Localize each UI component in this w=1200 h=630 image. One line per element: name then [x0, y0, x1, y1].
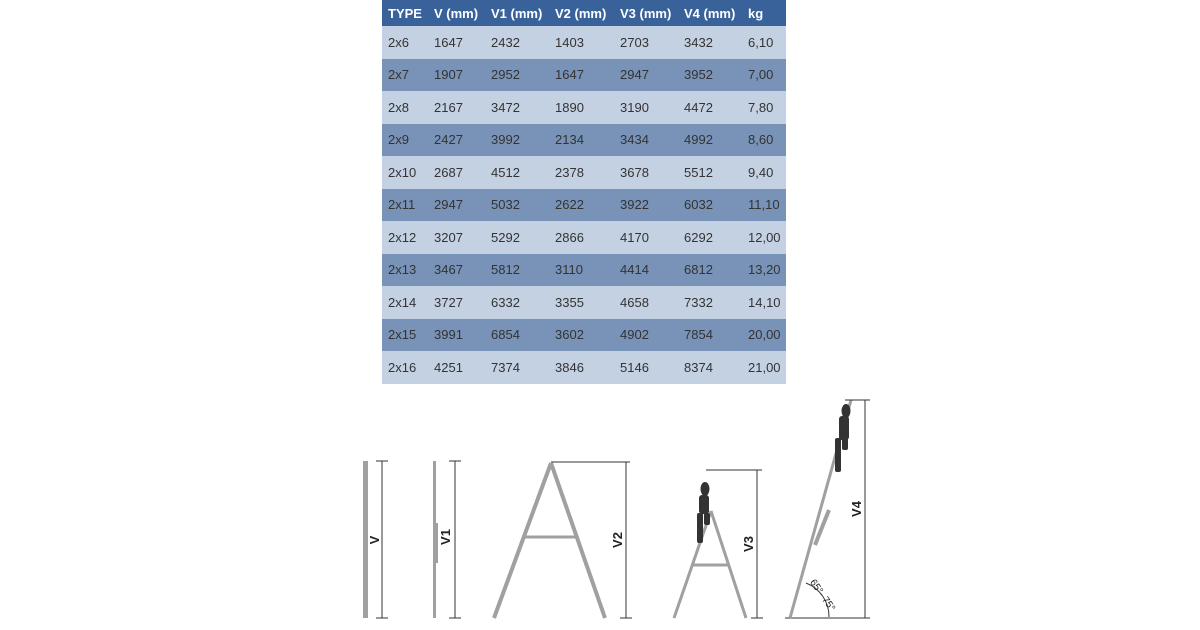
table-cell: 12,00 — [742, 221, 786, 254]
aframe-left-leg — [494, 463, 551, 618]
table-cell: 4414 — [614, 254, 678, 287]
table-cell: 7332 — [678, 286, 742, 319]
table-cell: 2x16 — [382, 351, 428, 384]
table-cell: 2427 — [428, 124, 485, 157]
table-cell: 2687 — [428, 156, 485, 189]
table-cell: 2952 — [485, 59, 549, 92]
table-cell: 7374 — [485, 351, 549, 384]
table-cell: 2x15 — [382, 319, 428, 352]
table-cell: 2432 — [485, 26, 549, 59]
ladder-section-v1 — [433, 461, 436, 618]
table-cell: 2x6 — [382, 26, 428, 59]
table-cell: 3678 — [614, 156, 678, 189]
table-cell: 11,10 — [742, 189, 786, 222]
table-cell: 2134 — [549, 124, 614, 157]
table-cell: 5032 — [485, 189, 549, 222]
dimension-label-v1: V1 — [438, 529, 453, 545]
table-cell: 6854 — [485, 319, 549, 352]
table-cell: 2x9 — [382, 124, 428, 157]
table-cell: 2378 — [549, 156, 614, 189]
table-cell: 5812 — [485, 254, 549, 287]
table-cell: 3355 — [549, 286, 614, 319]
dimension-label-v: V — [367, 535, 382, 545]
diagram-v1 — [433, 461, 461, 618]
table-cell: 4472 — [678, 91, 742, 124]
table-cell: 3992 — [485, 124, 549, 157]
table-cell: 6,10 — [742, 26, 786, 59]
angle-label: 65°- 75° — [807, 577, 837, 614]
table-cell: 4251 — [428, 351, 485, 384]
table-cell: 3190 — [614, 91, 678, 124]
table-cell: 13,20 — [742, 254, 786, 287]
table-cell: 21,00 — [742, 351, 786, 384]
table-cell: 3207 — [428, 221, 485, 254]
header-type: TYPE — [382, 0, 428, 26]
table-cell: 1907 — [428, 59, 485, 92]
table-cell: 3922 — [614, 189, 678, 222]
table-cell: 2x7 — [382, 59, 428, 92]
table-cell: 2622 — [549, 189, 614, 222]
table-cell: 3434 — [614, 124, 678, 157]
header-v2: V2 (mm) — [549, 0, 614, 26]
table-cell: 2x13 — [382, 254, 428, 287]
table-cell: 2167 — [428, 91, 485, 124]
table-cell: 4902 — [614, 319, 678, 352]
table-cell: 2x10 — [382, 156, 428, 189]
aframe-right-leg — [551, 463, 605, 618]
header-v4: V4 (mm) — [678, 0, 742, 26]
table-cell: 3432 — [678, 26, 742, 59]
table-cell: 7854 — [678, 319, 742, 352]
table-cell: 6292 — [678, 221, 742, 254]
table-cell: 5292 — [485, 221, 549, 254]
table-cell: 20,00 — [742, 319, 786, 352]
table-cell: 3846 — [549, 351, 614, 384]
table-cell: 4658 — [614, 286, 678, 319]
table-cell: 6032 — [678, 189, 742, 222]
table-cell: 5512 — [678, 156, 742, 189]
table-cell: 3467 — [428, 254, 485, 287]
table-cell: 2x8 — [382, 91, 428, 124]
table-cell: 4170 — [614, 221, 678, 254]
table-cell: 1403 — [549, 26, 614, 59]
table-cell: 2x11 — [382, 189, 428, 222]
table-cell: 3110 — [549, 254, 614, 287]
table-cell: 7,00 — [742, 59, 786, 92]
person-icon — [835, 404, 851, 472]
table-cell: 1890 — [549, 91, 614, 124]
table-cell: 3472 — [485, 91, 549, 124]
table-cell: 2866 — [549, 221, 614, 254]
table-cell: 3602 — [549, 319, 614, 352]
table-cell: 3952 — [678, 59, 742, 92]
table-cell: 6812 — [678, 254, 742, 287]
dimension-label-v3: V3 — [741, 536, 756, 552]
dimension-label-v4: V4 — [849, 501, 864, 517]
header-v1: V1 (mm) — [485, 0, 549, 26]
dimension-label-v2: V2 — [610, 532, 625, 548]
table-cell: 6332 — [485, 286, 549, 319]
diagram-v4 — [785, 400, 870, 618]
table-cell: 2x14 — [382, 286, 428, 319]
diagram-v — [363, 461, 388, 618]
diagram-v2 — [494, 462, 632, 618]
table-cell: 2947 — [428, 189, 485, 222]
table-cell: 1647 — [428, 26, 485, 59]
diagram-v3 — [674, 470, 763, 618]
table-cell: 4992 — [678, 124, 742, 157]
header-v3: V3 (mm) — [614, 0, 678, 26]
table-cell: 8374 — [678, 351, 742, 384]
table-cell: 7,80 — [742, 91, 786, 124]
header-v: V (mm) — [428, 0, 485, 26]
table-cell: 2947 — [614, 59, 678, 92]
table-cell: 8,60 — [742, 124, 786, 157]
table-cell: 2703 — [614, 26, 678, 59]
table-cell: 3727 — [428, 286, 485, 319]
table-cell: 4512 — [485, 156, 549, 189]
table-cell: 5146 — [614, 351, 678, 384]
table-cell: 14,10 — [742, 286, 786, 319]
table-cell: 1647 — [549, 59, 614, 92]
table-cell: 9,40 — [742, 156, 786, 189]
table-cell: 3991 — [428, 319, 485, 352]
table-cell: 2x12 — [382, 221, 428, 254]
header-kg: kg — [742, 0, 786, 26]
